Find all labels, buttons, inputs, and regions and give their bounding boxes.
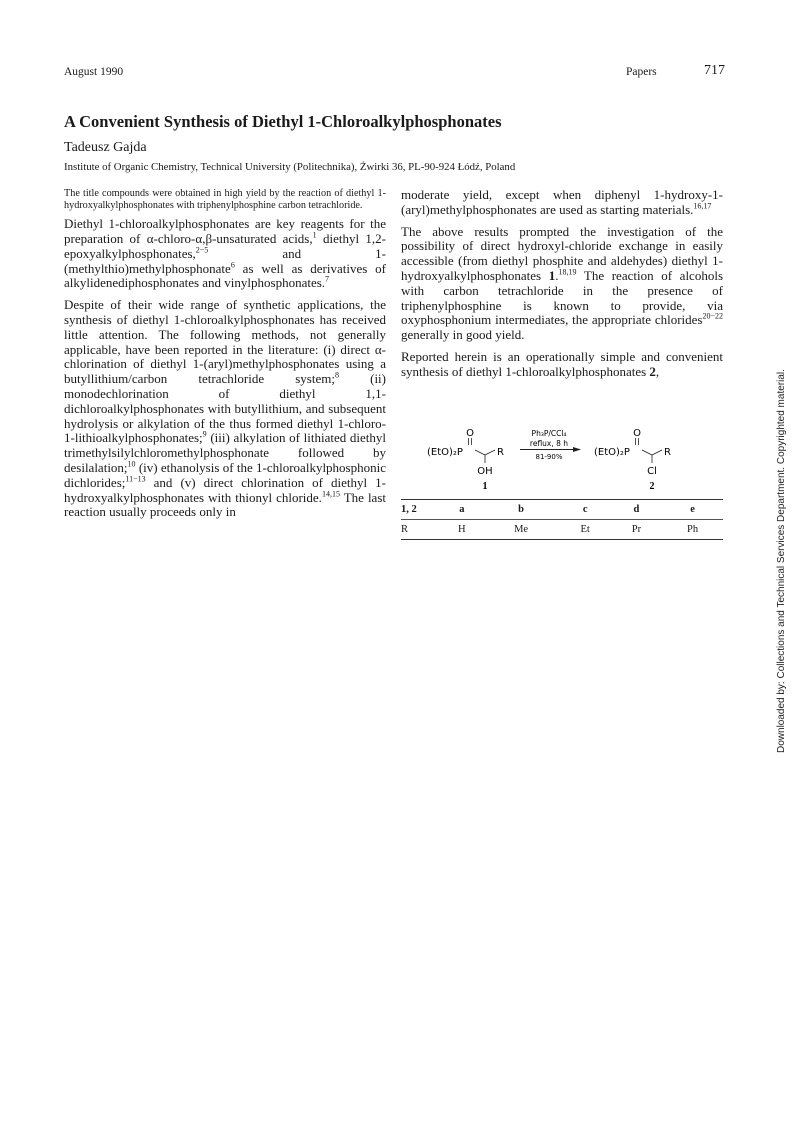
table-header-cell: 1, 2 (401, 500, 441, 520)
author-name: Tadeusz Gajda (64, 140, 147, 155)
right-phosphonate-label: (EtO)₂P (594, 447, 630, 458)
paragraph-literature: Despite of their wide range of synthetic applications, the synthesis of diethyl 1-chloroalkylphosphonates has received little attention. The following methods, not generally applicable, have been reported in the literature: (i) direct α-chlorination of diethyl 1-(aryl)methylphosphonates using a butyllithium/carbon tetrachloride system;$^8$ (ii) monodechlorination of diethyl 1,1-dichloroalkylphosphonates with butyllithium, and subsequent hydrolysis or alkylation of the thus formed diethyl 1-chloro-1-lithioalkylphosphonates;$^9$ (iii) alkylation of lithiated diethyl trimethylsilylchloromethylphosphonate followed by desilalation;$^{10}$ (iv) ethanolysis of the 1-chloroalkylphosphonic dichlorides;$^{11-13}$ and (v) direct chlorination of diethyl 1-hydroxyalkylphosphonates with thionyl chloride.$^{14,15}$ The last reaction usually proceeds only in (64, 297, 386, 520)
conditions-label: reflux, 8 h (529, 439, 569, 448)
right-oxo-label: O (633, 428, 641, 439)
left-column (64, 188, 386, 527)
page-number: 717 (704, 63, 725, 78)
right-bond-b (652, 450, 662, 455)
reagent-label: Ph₃P/CCl₄ (531, 429, 567, 438)
reaction-arrow-head (573, 447, 581, 452)
table-cell: Pr (611, 520, 662, 540)
table-header-row (401, 500, 723, 520)
left-r-label: R (497, 447, 504, 458)
yield-label: 81-90% (535, 453, 563, 461)
table-cell: R (401, 520, 441, 540)
table-header-cell: d (611, 500, 662, 520)
table-header-cell: e (662, 500, 723, 520)
abstract: The title compounds were obtained in high yield by the reaction of diethyl 1-hydroxyalkylphosphonates with triphenylphosphine carbon tetrachloride. (64, 188, 386, 211)
reaction-scheme (401, 420, 723, 500)
table-cell: Et (560, 520, 611, 540)
table-header-cell: b (483, 500, 560, 520)
table-header-cell: a (441, 500, 483, 520)
left-oxo-label: O (466, 428, 474, 439)
running-header-section: Papers (626, 66, 657, 78)
table-cell: Ph (662, 520, 723, 540)
download-notice: Downloaded by: Collections and Technical Services Department. Copyrighted material. (776, 369, 787, 753)
substituent-table (401, 499, 723, 540)
table-header-cell: c (560, 500, 611, 520)
right-column (401, 188, 723, 387)
table-cell: H (441, 520, 483, 540)
table-cell: Me (483, 520, 560, 540)
paragraph-intro: Diethyl 1-chloroalkylphosphonates are key reagents for the preparation of α-chloro-α,β-unsaturated acids,$^1$ diethyl 1,2-epoxyalkylphosphonates,$^{2-5}$ and 1-(methylthio)methylphosphonate$^6$ as well as derivatives of alkylidenediphosphonates and vinylphosphonates.$^7$ (64, 216, 386, 291)
table-row (401, 520, 723, 540)
author-affiliation: Institute of Organic Chemistry, Technical University (Politechnika), Żwirki 36, PL-90-924 Łódź, Poland (64, 161, 516, 173)
hydroxy-label: OH (477, 466, 493, 477)
paragraph-motivation: The above results prompted the investigation of the possibility of direct hydroxyl-chloride exchange in easily accessible (from diethyl phosphite and aldehydes) diethyl 1-hydroxyalkylphosphonates 1.$^{18,19}$ The reaction of alcohols with carbon tetrachloride in the presence of triphenylphosphine is known to provide, via oxyphosphonium intermediates, the appropriate chlorides$^{20-22}$ generally in good yield. (401, 223, 724, 343)
chloro-label: Cl (647, 466, 657, 477)
compound-1-label: 1 (482, 481, 488, 492)
paragraph-continued: moderate yield, except when diphenyl 1-hydroxy-1-(aryl)methylphosphonates are used as starting materials.$^{16,17}$ (401, 187, 723, 217)
paragraph-reported: Reported herein is an operationally simple and convenient synthesis of diethyl 1-chloroalkylphosphonates 2, (401, 348, 723, 379)
running-header-date: August 1990 (64, 66, 124, 78)
right-bond-a (642, 450, 652, 455)
right-r-label: R (664, 447, 671, 458)
article-title: A Convenient Synthesis of Diethyl 1-Chloroalkylphosphonates (64, 112, 502, 131)
left-phosphonate-label: (EtO)₂P (427, 447, 463, 458)
left-bond-a (475, 450, 485, 455)
left-bond-b (485, 450, 495, 455)
compound-2-label: 2 (649, 481, 655, 492)
